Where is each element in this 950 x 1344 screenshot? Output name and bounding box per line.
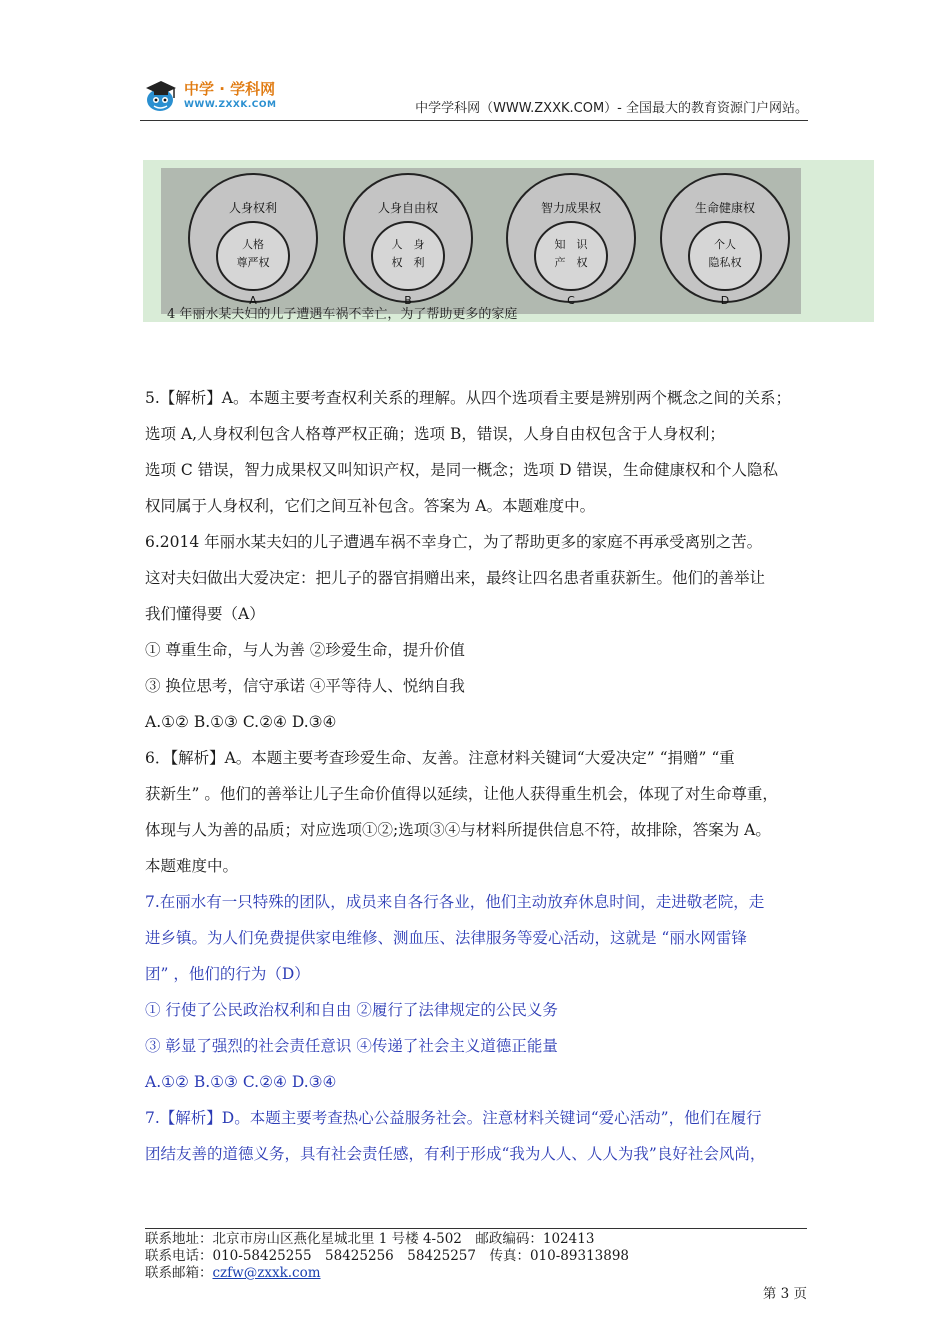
site-description: 中学学科网（WWW.ZXXK.COM）- 全国最大的教育资源门户网站。 bbox=[415, 101, 808, 116]
figure-bottom-text: 4 年丽水某夫妇的儿子遭遇车祸不幸亡，为了帮助更多的家庭 bbox=[167, 307, 518, 322]
paragraph-line: 团结友善的道德义务，具有社会责任感，有利于形成“我为人人、人人为我”良好社会风尚， bbox=[145, 1145, 766, 1163]
logo-text: 中学 · 学科网 bbox=[184, 80, 276, 98]
paragraph-line: 进乡镇。为人们免费提供家电维修、测血压、法律服务等爱心活动，这就是 “丽水网雷锋 bbox=[145, 929, 747, 947]
inner-label-line: 人格 bbox=[242, 238, 264, 251]
paragraph-line: 获新生” 。他们的善举让儿子生命价值得以延续，让他人获得重生机会，体现了对生命尊重， bbox=[145, 785, 778, 803]
document-body bbox=[145, 380, 815, 1172]
footer-email-link[interactable]: czfw@zxxk.com bbox=[212, 1265, 321, 1281]
outer-label: 智力成果权 bbox=[540, 201, 602, 215]
inner-label-line: 隐私权 bbox=[708, 256, 742, 269]
paragraph-line: A.①② B.①③ C.②④ D.③④ bbox=[145, 1073, 337, 1091]
paragraph-line: 这对夫妇做出大爱决定：把儿子的器官捐赠出来，最终让四名患者重获新生。他们的善举让 bbox=[145, 569, 766, 587]
paragraph-line: 权同属于人身权利，它们之间互补包含。答案为 A。本题难度中。 bbox=[145, 497, 596, 515]
outer-label: 生命健康权 bbox=[694, 201, 756, 215]
footer-phone: 联系电话：010-58425255 58425256 58425257 传真：010-89313898 bbox=[145, 1248, 630, 1264]
inner-label-line: 尊严权 bbox=[236, 256, 270, 269]
site-logo[interactable] bbox=[140, 74, 310, 116]
paragraph-line: 7.【解析】D。本题主要考查热心公益服务社会。注意材料关键词“爱心活动”，他们在履行 bbox=[145, 1109, 762, 1127]
graduation-cap-icon bbox=[140, 74, 182, 116]
rights-diagram-figure bbox=[143, 160, 874, 322]
paragraph-line: 7.在丽水有一只特殊的团队，成员来自各行各业，他们主动放弃休息时间，走进敬老院，走 bbox=[145, 893, 765, 911]
diagram-letter: D bbox=[720, 294, 730, 307]
paragraph-line: ③ 彰显了强烈的社会责任意识 ④传递了社会主义道德正能量 bbox=[145, 1037, 558, 1055]
paragraph-line: 6.2014 年丽水某夫妇的儿子遭遇车祸不幸身亡，为了帮助更多的家庭不再承受离别之苦。 bbox=[145, 533, 763, 551]
footer-email-line bbox=[145, 1265, 807, 1282]
paragraph-line: 6．【解析】A。本题主要考查珍爱生命、友善。注意材料关键词“大爱决定” “捐赠” “重 bbox=[145, 749, 735, 767]
outer-label: 人身权利 bbox=[228, 201, 278, 215]
paragraph-line: 团” ，他们的行为（D） bbox=[145, 965, 310, 983]
outer-label: 人身自由权 bbox=[377, 201, 439, 215]
inner-label-line: 产 权 bbox=[554, 256, 588, 269]
paragraph-line: 我们懂得要（A） bbox=[145, 605, 265, 623]
diagram-letter: C bbox=[567, 294, 575, 307]
paragraph-line: 选项 C 错误，智力成果权又叫知识产权，是同一概念；选项 D 错误，生命健康权和个人隐私 bbox=[145, 461, 778, 479]
inner-label-line: 权 利 bbox=[391, 256, 425, 269]
inner-label-line: 知 识 bbox=[554, 238, 588, 251]
page-footer bbox=[145, 1228, 807, 1282]
diagram-letter: B bbox=[404, 294, 412, 307]
paragraph-line: ③ 换位思考，信守承诺 ④平等待人、悦纳自我 bbox=[145, 677, 465, 695]
rights-diagram-svg bbox=[143, 160, 874, 322]
logo-url: WWW.ZXXK.COM bbox=[184, 100, 277, 110]
paragraph-line: ① 尊重生命，与人为善 ②珍爱生命，提升价值 bbox=[145, 641, 465, 659]
paragraph-line: 选项 A,人身权利包含人格尊严权正确；选项 B，错误，人身自由权包含于人身权利； bbox=[145, 425, 725, 443]
page-number: 第 3 页 bbox=[762, 1286, 807, 1302]
footer-email-label: 联系邮箱： bbox=[145, 1265, 213, 1281]
page-header bbox=[140, 70, 808, 121]
diagram-letter: A bbox=[249, 294, 257, 307]
paragraph-line: 5.【解析】A。本题主要考查权利关系的理解。从四个选项看主要是辨别两个概念之间的关系； bbox=[145, 389, 791, 407]
paragraph-line: 体现与人为善的品质；对应选项①②;选项③④与材料所提供信息不符，故排除，答案为 A。 bbox=[145, 821, 771, 839]
paragraph-line: ① 行使了公民政治权利和自由 ②履行了法律规定的公民义务 bbox=[145, 1001, 558, 1019]
paragraph-line: A.①② B.①③ C.②④ D.③④ bbox=[145, 713, 337, 731]
paragraph-line: 本题难度中。 bbox=[145, 857, 239, 875]
inner-label-line: 个人 bbox=[714, 238, 736, 251]
footer-address: 联系地址：北京市房山区燕化星城北里 1 号楼 4-502 邮政编码：102413 bbox=[145, 1231, 595, 1247]
inner-label-line: 人 身 bbox=[391, 238, 425, 251]
